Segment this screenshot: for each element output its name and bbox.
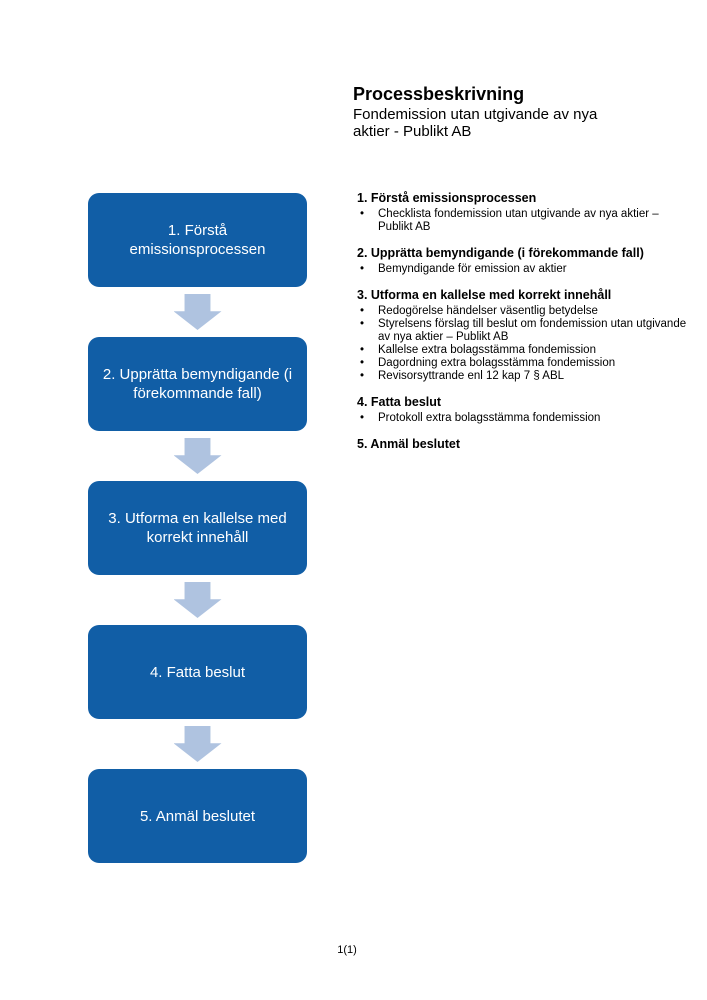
section-4-bullets xyxy=(357,412,689,425)
section-3 xyxy=(357,288,689,383)
section-2-title: 2. Upprätta bemyndigande (i förekommande fall) xyxy=(357,246,644,260)
bullet-item: • Bemyndigande för emission av aktier xyxy=(357,263,689,276)
section-1-bullets xyxy=(357,208,689,234)
flow-step-2 xyxy=(88,337,307,431)
section-5-title: 5. Anmäl beslutet xyxy=(357,437,461,451)
section-1 xyxy=(357,191,689,234)
section-5 xyxy=(357,437,689,452)
flow-step-1 xyxy=(88,193,307,287)
bullet-item: • Revisorsyttrande enl 12 kap 7 § ABL xyxy=(357,370,689,383)
down-arrow-icon xyxy=(174,726,222,762)
page-title: Processbeskrivning xyxy=(353,84,525,104)
flow-step-1-label: 1. Förstå emissionsprocessen xyxy=(129,222,266,258)
section-4-title: 4. Fatta beslut xyxy=(357,395,442,409)
process-flowchart xyxy=(88,193,307,863)
flow-step-3 xyxy=(88,481,307,575)
page-subtitle: Fondemission utan utgivande av nya aktier - Publikt AB xyxy=(353,106,598,140)
bullet-item: • Checklista fondemission utan utgivande av nya aktier – Publikt AB xyxy=(357,208,689,234)
flow-step-4-label: 4. Fatta beslut xyxy=(149,663,246,681)
bullet-item: • Dagordning extra bolagsstämma fondemission xyxy=(357,357,689,370)
bullet-item: • Redogörelse händelser väsentlig betydelse xyxy=(357,305,689,318)
down-arrow-icon xyxy=(174,582,222,618)
flow-step-4 xyxy=(88,625,307,719)
section-3-bullets xyxy=(357,305,689,383)
section-4 xyxy=(357,395,689,425)
down-arrow-icon xyxy=(174,294,222,330)
flow-step-5-label: 5. Anmäl beslutet xyxy=(139,807,256,825)
bullet-item: • Styrelsens förslag till beslut om fondemission utan utgivande av nya aktier – Publikt AB xyxy=(357,318,689,344)
section-1-title: 1. Förstå emissionsprocessen xyxy=(357,191,537,205)
bullet-item: • Kallelse extra bolagsstämma fondemission xyxy=(357,344,689,357)
flow-step-3-label: 3. Utforma en kallelse med korrekt innehåll xyxy=(108,510,287,546)
bullet-item: • Protokoll extra bolagsstämma fondemission xyxy=(357,412,689,425)
section-2 xyxy=(357,246,689,276)
flow-step-2-label: 2. Upprätta bemyndigande (i förekommande fall) xyxy=(102,366,293,402)
flow-step-5 xyxy=(88,769,307,863)
down-arrow-icon xyxy=(174,438,222,474)
page-number: 1(1) xyxy=(337,944,357,956)
section-2-bullets xyxy=(357,263,689,276)
section-3-title: 3. Utforma en kallelse med korrekt innehåll xyxy=(357,288,612,302)
detail-column xyxy=(357,191,689,464)
doc-header xyxy=(353,84,653,140)
